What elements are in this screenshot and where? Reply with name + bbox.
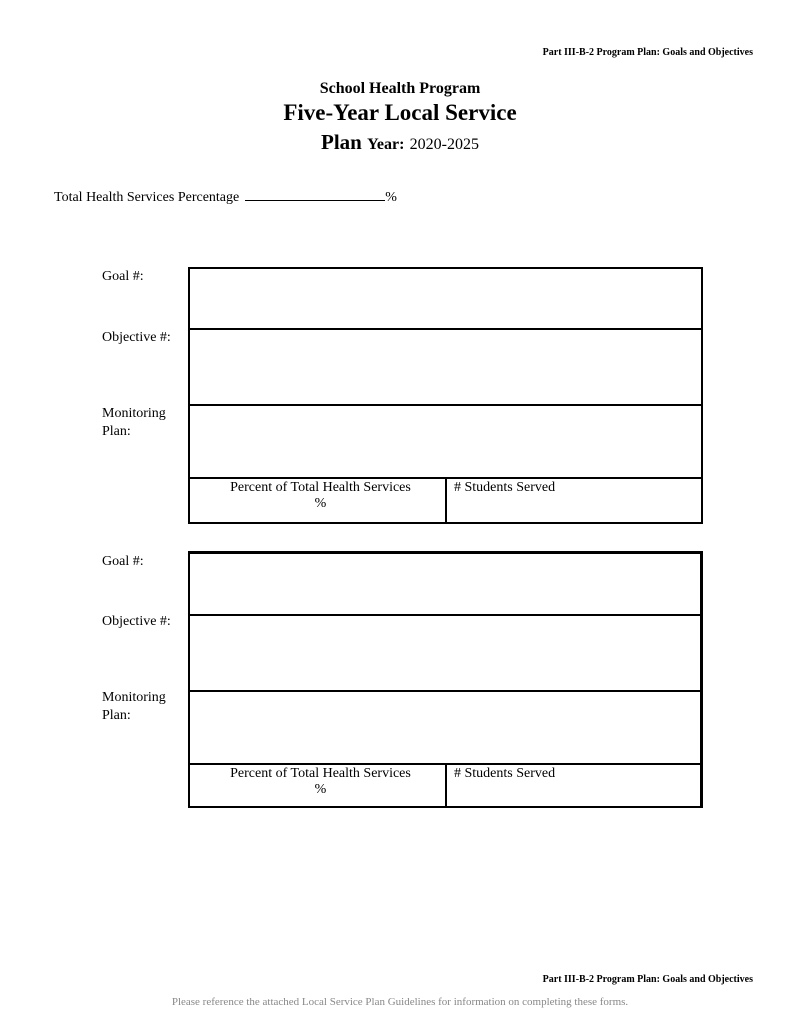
monitoring-plan-field[interactable] (190, 406, 701, 479)
program-title: School Health Program (319, 80, 481, 97)
plan-word: Plan (321, 130, 362, 154)
students-served-cell[interactable] (447, 479, 701, 522)
objective-label: Objective #: (102, 330, 171, 345)
goal-field[interactable] (190, 269, 701, 330)
plan-title: Five-Year Local Service (283, 100, 517, 125)
percent-suffix: % (385, 190, 397, 205)
monitoring-label-line2: Plan: (102, 708, 131, 723)
percent-symbol: % (314, 782, 327, 797)
monitoring-label-line1: Monitoring (102, 406, 166, 421)
goal-field[interactable] (190, 554, 700, 616)
goal-block-2 (188, 551, 703, 808)
students-served-label: # Students Served (454, 766, 556, 781)
objective-label: Objective #: (102, 614, 171, 629)
monitoring-label-line1: Monitoring (102, 690, 166, 705)
percent-symbol: % (314, 496, 327, 511)
year-value: 2020-2025 (409, 136, 479, 153)
footer-part-label: Part III-B-2 Program Plan: Goals and Objectives (542, 974, 753, 985)
monitoring-label (102, 405, 166, 441)
objective-field[interactable] (190, 616, 700, 692)
monitoring-label-line2: Plan: (102, 424, 131, 439)
monitoring-plan-field[interactable] (190, 692, 700, 765)
total-percentage-line (54, 190, 397, 206)
goal-block-1 (188, 267, 703, 524)
total-percentage-label: Total Health Services Percentage (54, 190, 240, 205)
monitoring-label (102, 689, 166, 725)
percent-cell[interactable] (190, 765, 447, 808)
header-part-label: Part III-B-2 Program Plan: Goals and Objectives (542, 47, 753, 58)
footer-note: Please reference the attached Local Service Plan Guidelines for information on completing these forms. (171, 996, 629, 1008)
year-label: Year: (367, 136, 405, 153)
goal-label: Goal #: (102, 554, 144, 569)
total-percentage-field[interactable] (245, 190, 385, 201)
percent-label: Percent of Total Health Services (230, 766, 411, 781)
plan-year-line (0, 130, 800, 155)
percent-cell[interactable] (190, 479, 447, 522)
objective-field[interactable] (190, 330, 701, 406)
stats-row (190, 765, 700, 808)
students-served-cell[interactable] (447, 765, 700, 808)
goal-label: Goal #: (102, 269, 144, 284)
stats-row (190, 479, 701, 522)
percent-label: Percent of Total Health Services (230, 480, 411, 495)
students-served-label: # Students Served (454, 480, 556, 495)
